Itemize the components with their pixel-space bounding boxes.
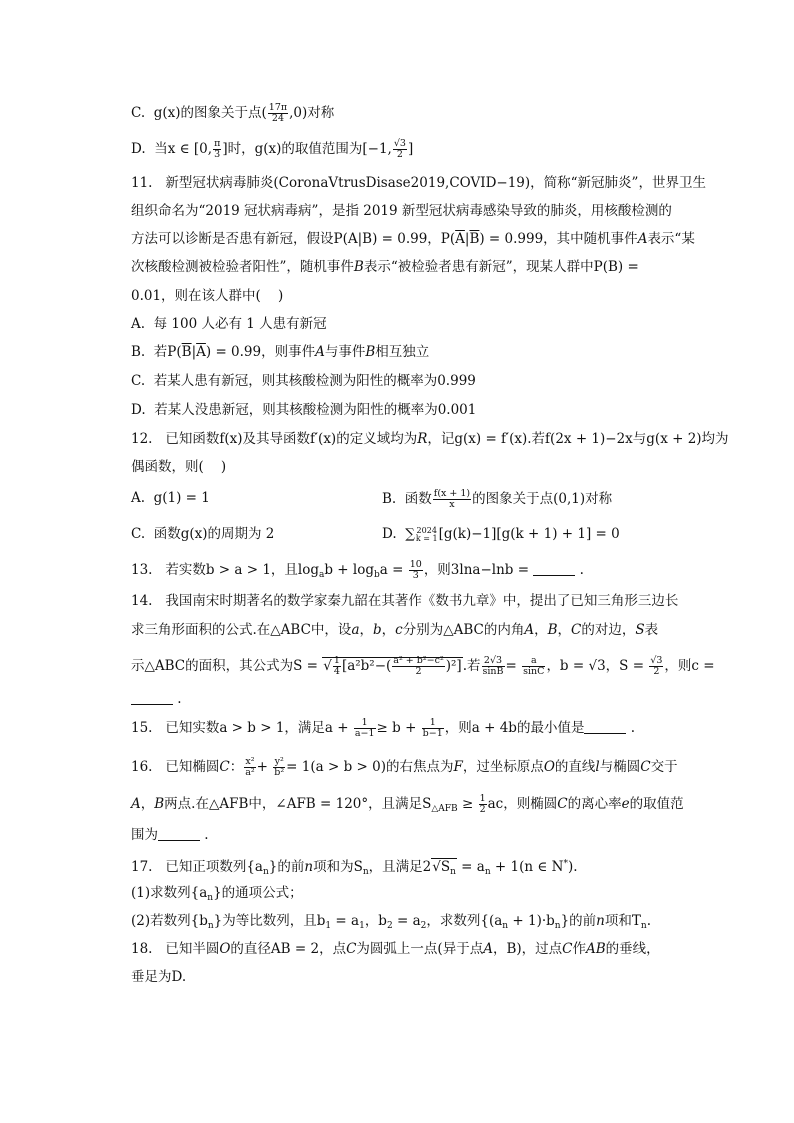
q12-option-b: B. 函数 $\frac{f(x + 1)}{x}$ 的图象关于点(0,1)对称 [382, 488, 613, 510]
q10-option-c: C. g(x)的图象关于点( $\frac{17\pi}{24}$ ,0)对称 [131, 102, 335, 124]
q16-line-3: 围为 . [131, 827, 209, 843]
q12-option-d: D. ∑ 2024 k = 1 [g(k)−1][g(k + 1) + 1] = 0 [382, 525, 620, 543]
q11-line-5: 0.01，则在该人群中( ) [131, 288, 284, 304]
q12-line-2: 偶函数，则( ) [131, 459, 227, 475]
q14-line-1: 14. 我国南宋时期著名的数学家秦九韶在其著作《数书九章》中，提出了已知三角形三边长 [131, 593, 679, 609]
q16-line-1: 16. 已知椭圆C： $\frac{\text{x²}}{\text{a²}}$ + $\frac{\text{y²}}{\text{b²}}$ = 1(a > b > 0)的右焦点为F，过坐标原点O的直线l与椭圆C交于 [131, 756, 678, 778]
q11-option-d: D. 若某人没患新冠，则其核酸检测为阳性的概率为0.001 [131, 402, 477, 418]
q15: 15. 已知实数a > b > 1，满足a + $\frac{1}{a-1}$ ≥ b + $\frac{1}{b-1}$ ，则a + 4b的最小值是 . [131, 717, 636, 739]
q12-option-c: C. 函数g(x)的周期为 2 [131, 526, 275, 542]
q11-option-a: A. 每 100 人必有 1 人患有新冠 [131, 316, 327, 332]
q18-line-1: 18. 已知半圆O的直径AB = 2，点C为圆弧上一点(异于点A，B)，过点C作AB的垂线， [131, 941, 660, 957]
q11-line-3: 方法可以诊断是否患有新冠，假设P(A|B) = 0.99，$P(\overline{A}|\overline{B}) = 0.999$，其中随机事件A表示“某 [131, 231, 695, 247]
q16-line-2: A，B两点.在△AFB中，∠AFB = 120°，且满足$S_{\triangle AFB}$ ≥ $\frac{1}{2}$ ac，则椭圆C的离心率e的取值范 [131, 793, 684, 815]
q11-line-2: 组织命名为“2019 冠状病毒病”，是指 2019 新型冠状病毒感染导致的肺炎，用核酸检测的 [131, 203, 672, 219]
q14-line-2: 求三角形面积的公式.在△ABC中，设a，b，c分别为△ABC的内角A，B，C的对边，S表 [131, 622, 659, 638]
q12-option-a: A. g(1) = 1 [131, 490, 210, 506]
q11-line-1: 11. 新型冠状病毒肺炎(CoronaVtrusDisase2019,COVID−19)，简称“新冠肺炎”，世界卫生 [131, 175, 706, 191]
q12-line-1: 12. 已知函数f(x)及其导函数f′(x)的定义域均为R，记g(x) = f′(x).若f(2x + 1)−2x与g(x + 2)均为 [131, 431, 729, 447]
q17-line-1: 17. 已知正项数列$\{a_n\}$的前n项和为$S_n$，且满足$2√S_n = a_n + 1(n$ ∈ N*). [131, 859, 578, 877]
q17-line-2: (1)求数列$\{a_n\}$的通项公式； [131, 885, 303, 903]
q14-line-3: 示△ABC的面积，其公式为S = √ $\frac{1}{4}$ [a²b²−( $\frac{\text{a² + b²−c²}}{2}$ )²].若 $\frac{2√3}{\sin B}$ = $\frac{a}{\sin C}$ ，b = √3，S = $\frac{√3}{2}$ ，则c = [131, 655, 715, 677]
q13: 13. 若实数b > a > 1，且$\log_ab + \log_ba$ = $\frac{10}{3}$ ，则3lna−lnb = . [131, 559, 584, 581]
q17-line-3: (2)若数列$\{b_n\}$为等比数列，且$b_1 = a_1$，$b_2 = a_2$，求数列$\{(a_n + 1)\cdot b_n\}$的前n项和$T_n$. [131, 913, 651, 931]
q10-option-d: D. 当x ∈ [0, $\frac{\pi}{3}$ ]时，g(x)的取值范围为[−1, $\frac{√3}{2}$ ] [131, 138, 414, 160]
q11-option-b: B. 若$P(\overline{B}|\overline{A}) = 0.99$，则事件A与事件B相互独立 [131, 344, 430, 360]
q11-line-4: 次核酸检测被检验者阳性”，随机事件B表示“被检验者患有新冠”，现某人群中P(B) = [131, 259, 639, 275]
q14-line-4: . [131, 690, 691, 708]
q18-line-2: 垂足为D. [131, 969, 187, 985]
q11-option-c: C. 若某人患有新冠，则其核酸检测为阳性的概率为0.999 [131, 373, 476, 389]
